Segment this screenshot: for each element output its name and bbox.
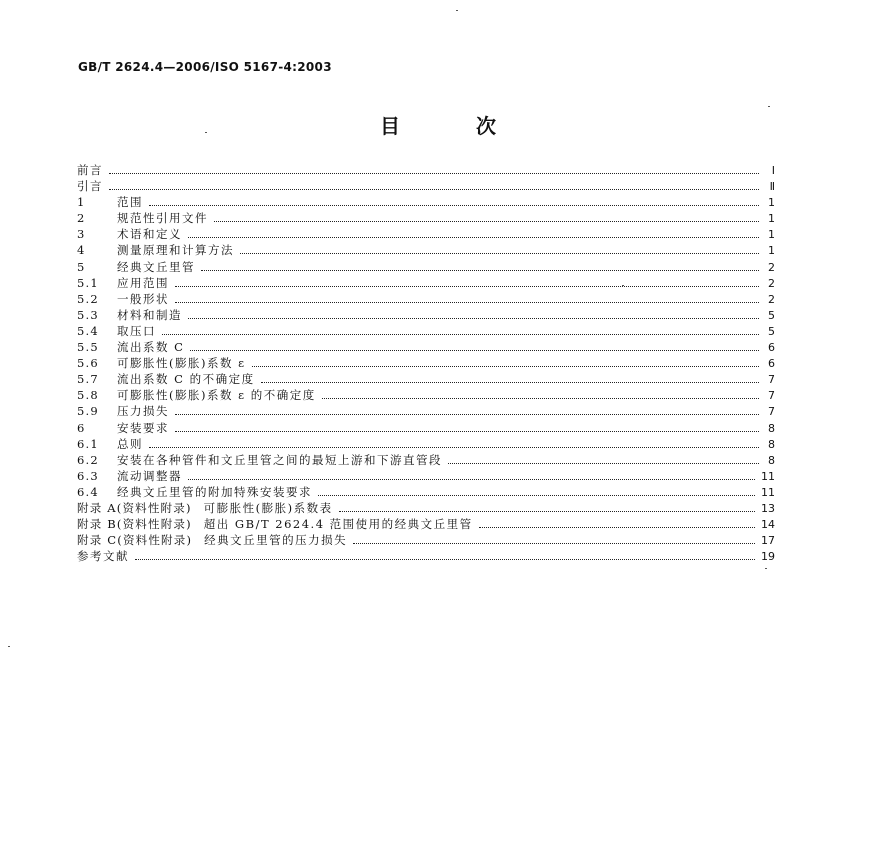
toc-dot-leader (252, 366, 759, 367)
toc-entry-number: 附录 A(资料性附录) (77, 500, 192, 515)
toc-dot-leader (135, 559, 755, 560)
toc-entry-title: 总则 (117, 436, 143, 451)
toc-entry-page: 8 (768, 453, 775, 467)
toc-entry-title: 应用范围 (117, 275, 169, 290)
toc-entry-page: 2 (768, 276, 775, 290)
toc-dot-leader (240, 253, 759, 254)
toc-entry-title: 前言 (77, 163, 103, 177)
toc-entry (77, 275, 775, 291)
toc-entry-number: 5.2 (77, 291, 99, 306)
toc-entry-number: 附录 C(资料性附录) (77, 533, 193, 548)
toc-entry-title: 流出系数 C 的不确定度 (117, 372, 255, 387)
toc-entry-number: 5.4 (77, 323, 99, 338)
toc-entry-page: 8 (768, 421, 775, 435)
toc-entry-title: 术语和定义 (117, 227, 182, 242)
toc-entry-title: 安装在各种管件和文丘里管之间的最短上游和下游直管段 (117, 452, 442, 467)
toc-entry (77, 468, 775, 484)
toc-entry-title: 取压口 (117, 323, 156, 338)
toc-entry-page: 17 (761, 534, 775, 548)
toc-entry-title: 超出 GB/T 2624.4 范围使用的经典文丘里管 (203, 517, 473, 532)
toc-entry-number: 6.3 (77, 468, 99, 483)
toc-entry-page: 19 (761, 550, 775, 564)
toc-entry-number: 6.1 (77, 436, 99, 451)
toc-entry (77, 452, 775, 468)
toc-entry (77, 339, 775, 355)
toc-entry (77, 242, 775, 258)
toc-dot-leader (188, 318, 759, 319)
toc-entry-title: 安装要求 (117, 420, 169, 435)
toc-entry-number: 5.1 (77, 275, 99, 290)
toc-dot-leader (175, 414, 759, 415)
toc-entry (77, 436, 775, 452)
toc-entry-page: 1 (768, 196, 775, 210)
toc-dot-leader (322, 398, 759, 399)
toc-dot-leader (175, 431, 759, 432)
scan-speck (622, 285, 624, 286)
toc-entry (77, 516, 775, 532)
toc-dot-leader (479, 527, 755, 528)
toc-entry-title: 压力损失 (117, 404, 169, 419)
toc-entry-page: 1 (768, 228, 775, 242)
toc-dot-leader (201, 270, 759, 271)
toc-entry-page: 13 (761, 501, 775, 515)
toc-entry-title: 可膨胀性(膨胀)系数表 (203, 500, 333, 515)
scan-speck (768, 106, 770, 107)
toc-entry (77, 226, 775, 242)
toc-entry-title: 经典文丘里管 (117, 259, 195, 274)
toc-entry-page: 6 (768, 357, 775, 371)
toc-entry-page: 6 (768, 341, 775, 355)
toc-dot-leader (318, 495, 755, 496)
toc-entry-number: 5.6 (77, 356, 99, 371)
toc-entry-title: 规范性引用文件 (117, 211, 208, 226)
toc-entry (77, 387, 775, 403)
toc-entry-page: 7 (768, 373, 775, 387)
toc-dot-leader (214, 221, 759, 222)
toc-entry-number: 2 (77, 211, 86, 226)
toc-dot-leader (188, 237, 759, 238)
toc-entry (77, 194, 775, 210)
toc-entry-number: 5 (77, 259, 86, 274)
toc-entry (77, 210, 775, 226)
toc-entry-title: 一般形状 (117, 291, 169, 306)
toc-entry-title: 经典文丘里管的压力损失 (204, 533, 348, 548)
toc-entry-page: 14 (761, 518, 775, 532)
toc-dot-leader (448, 463, 759, 464)
toc-entry-number: 附录 B(资料性附录) (77, 517, 192, 532)
toc-entry-number: 1 (77, 195, 86, 210)
toc-entry-page: 11 (761, 469, 775, 483)
toc-dot-leader (109, 189, 759, 190)
toc-entry-number: 4 (77, 243, 86, 258)
toc-entry-number: 5.8 (77, 388, 99, 403)
toc-entry-number: 6.4 (77, 484, 99, 499)
toc-entry-title: 可膨胀性(膨胀)系数 ε 的不确定度 (117, 388, 316, 403)
scan-speck (456, 10, 458, 11)
toc-entry-page: 1 (768, 244, 775, 258)
scan-speck (8, 646, 10, 647)
standard-code: GB/T 2624.4—2006/ISO 5167-4:2003 (78, 60, 332, 74)
toc-entry (77, 484, 775, 500)
toc-entry-page: 1 (768, 212, 775, 226)
toc-dot-leader (190, 350, 759, 351)
toc-entry (77, 259, 775, 275)
table-of-contents (77, 162, 775, 564)
toc-entry-title: 测量原理和计算方法 (117, 243, 234, 258)
scan-speck (765, 568, 767, 569)
toc-dot-leader (339, 511, 755, 512)
toc-entry-title: 经典文丘里管的附加特殊安装要求 (117, 484, 312, 499)
toc-entry-page: Ⅱ (769, 180, 775, 194)
toc-title: 目 次 (380, 114, 524, 138)
toc-entry-page: 7 (768, 405, 775, 419)
toc-entry (77, 355, 775, 371)
toc-dot-leader (175, 286, 759, 287)
toc-entry-number: 5.3 (77, 307, 99, 322)
toc-entry (77, 162, 775, 178)
toc-entry (77, 371, 775, 387)
toc-entry-number: 5.9 (77, 404, 99, 419)
toc-dot-leader (162, 334, 759, 335)
toc-entry-title: 可膨胀性(膨胀)系数 ε (117, 356, 246, 371)
toc-entry-page: 7 (768, 389, 775, 403)
toc-entry-title: 范围 (117, 195, 143, 210)
toc-entry (77, 291, 775, 307)
toc-entry (77, 307, 775, 323)
toc-entry-page: 2 (768, 292, 775, 306)
toc-entry (77, 178, 775, 194)
toc-entry-page: 2 (768, 260, 775, 274)
toc-entry-title: 流出系数 C (117, 340, 185, 355)
toc-dot-leader (175, 302, 759, 303)
toc-dot-leader (149, 205, 759, 206)
toc-dot-leader (109, 173, 759, 174)
toc-dot-leader (261, 382, 759, 383)
toc-entry-title: 引言 (77, 179, 103, 194)
toc-entry-number: 6.2 (77, 452, 99, 467)
toc-entry-number: 5.5 (77, 340, 99, 355)
toc-entry (77, 403, 775, 419)
toc-entry (77, 323, 775, 339)
toc-entry-page: 11 (761, 485, 775, 499)
toc-entry (77, 532, 775, 548)
toc-entry-number: 6 (77, 420, 86, 435)
toc-entry-page: 5 (768, 324, 775, 338)
toc-dot-leader (149, 447, 759, 448)
toc-dot-leader (188, 479, 755, 480)
toc-entry-number: 5.7 (77, 372, 99, 387)
toc-entry-page: 8 (768, 437, 775, 451)
toc-dot-leader (353, 543, 755, 544)
scan-speck (205, 132, 207, 133)
toc-entry-title: 流动调整器 (117, 468, 182, 483)
toc-entry (77, 548, 775, 564)
toc-entry-title: 参考文献 (77, 549, 129, 564)
toc-entry-title: 材料和制造 (117, 307, 182, 322)
toc-entry (77, 420, 775, 436)
toc-entry (77, 500, 775, 516)
toc-entry-number: 3 (77, 227, 86, 242)
toc-entry-page: Ⅰ (771, 164, 775, 177)
toc-entry-page: 5 (768, 308, 775, 322)
